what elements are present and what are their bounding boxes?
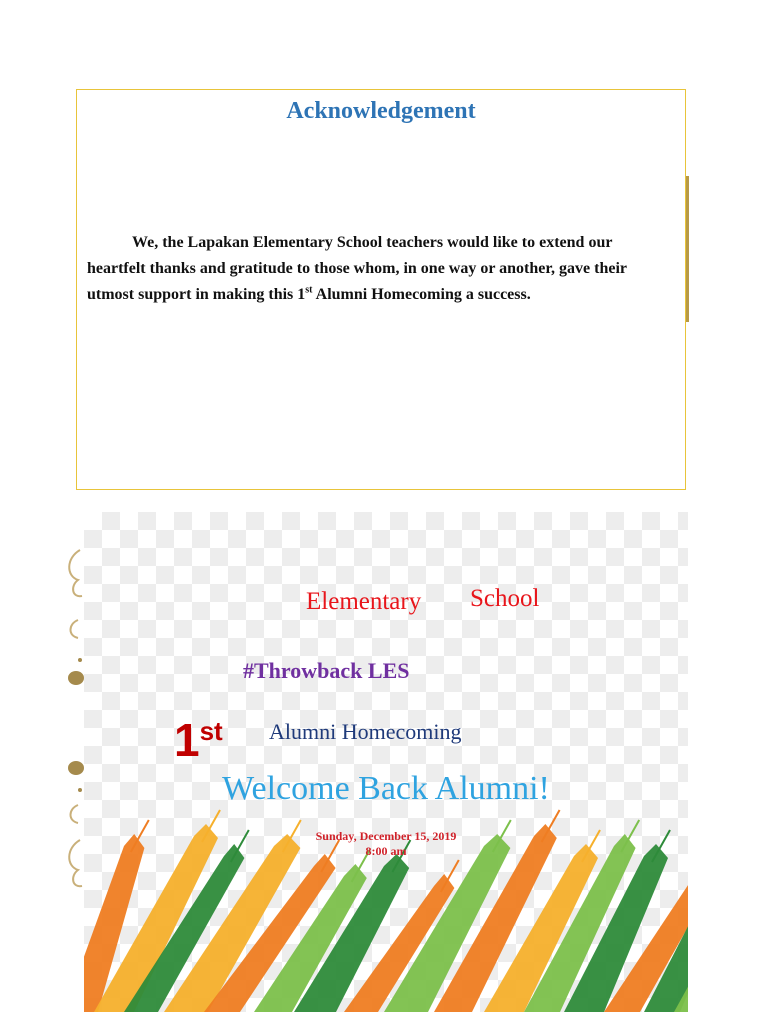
event-name: Alumni Homecoming	[269, 719, 462, 744]
hashtag-throwback: #Throwback LES	[243, 658, 410, 683]
box-edge-accent	[686, 176, 689, 322]
acknowledgement-text-end: Alumni Homecoming a success.	[312, 286, 531, 303]
event-datetime	[84, 829, 688, 859]
ordinal-first	[174, 708, 223, 766]
event-time: 8:00 am	[365, 844, 407, 858]
acknowledgement-body	[87, 230, 667, 308]
acknowledgement-ordinal-suffix: st	[305, 284, 313, 296]
acknowledgement-box	[76, 89, 686, 490]
ordinal-number: 1	[174, 714, 200, 766]
welcome-heading: Welcome Back Alumni!	[222, 770, 550, 807]
event-date: Sunday, December 15, 2019	[315, 829, 457, 843]
acknowledgement-text: We, the Lapakan Elementary School teachers would like to extend our heartfelt thanks and gratitude to those whom, in one way or another, gave their utmost support in making this 1	[87, 234, 627, 303]
ordinal-suffix: st	[199, 716, 223, 746]
flourish-ornament-icon	[62, 540, 86, 910]
word-school: School	[470, 585, 540, 612]
homecoming-flyer	[84, 512, 688, 1012]
word-elementary: Elementary	[306, 588, 422, 615]
acknowledgement-title: Acknowledgement	[286, 98, 476, 124]
